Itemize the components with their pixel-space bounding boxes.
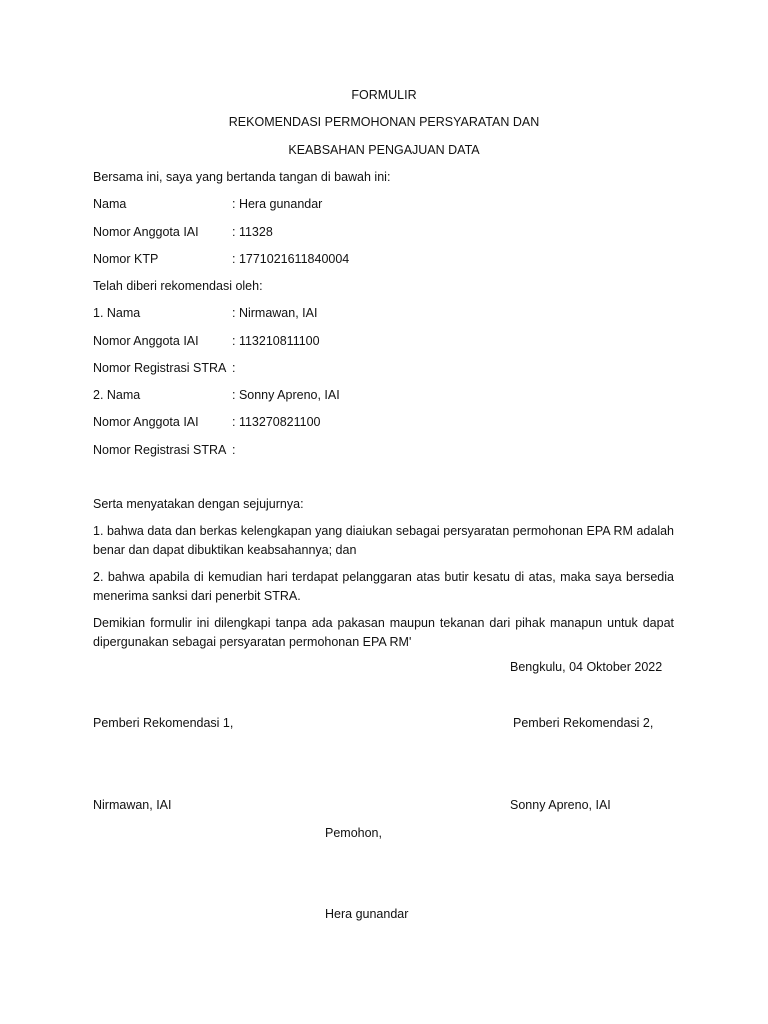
- recommender2-signature-name: Sonny Apreno, IAI: [510, 798, 611, 812]
- applicant-ktp-label: Nomor KTP: [93, 252, 159, 266]
- recommender1-name-value: : Nirmawan, IAI: [232, 306, 318, 320]
- recommender2-stra-value: :: [232, 443, 236, 457]
- applicant-signature-title: Pemohon,: [325, 826, 382, 840]
- recommender1-stra-label: Nomor Registrasi STRA: [93, 361, 227, 375]
- recommender2-signature-title: Pemberi Rekomendasi 2,: [513, 716, 654, 730]
- recommender2-member-value: : 113270821100: [232, 415, 321, 429]
- recommender1-member-label: Nomor Anggota IAI: [93, 334, 199, 348]
- applicant-name-label: Nama: [93, 197, 127, 211]
- place-date: Bengkulu, 04 Oktober 2022: [510, 660, 663, 674]
- applicant-name-value: : Hera gunandar: [232, 197, 323, 211]
- form-subtitle-line1: REKOMENDASI PERMOHONAN PERSYARATAN DAN: [228, 115, 540, 129]
- intro-text: Bersama ini, saya yang bertanda tangan di bawah ini:: [93, 170, 391, 184]
- recommender1-name-label: 1. Nama: [93, 306, 141, 320]
- applicant-member-value: : 11328: [232, 225, 273, 239]
- recommender1-stra-value: :: [232, 361, 236, 375]
- recommender1-signature-title: Pemberi Rekomendasi 1,: [93, 716, 234, 730]
- recommender2-name-value: : Sonny Apreno, IAI: [232, 388, 340, 402]
- applicant-ktp-value: : 1771021611840004: [232, 252, 350, 266]
- form-title: FORMULIR: [351, 88, 417, 102]
- applicant-member-label: Nomor Anggota IAI: [93, 225, 199, 239]
- applicant-signature-name: Hera gunandar: [325, 907, 409, 921]
- declaration-intro: Serta menyatakan dengan sejujurnya:: [93, 497, 304, 511]
- recommender2-member-label: Nomor Anggota IAI: [93, 415, 199, 429]
- recommender2-stra-label: Nomor Registrasi STRA: [93, 443, 227, 457]
- recommender2-name-label: 2. Nama: [93, 388, 141, 402]
- closing-paragraph: Demikian formulir ini dilengkapi tanpa ada pakasan maupun tekanan dari pihak manapun untuk dapat dipergunakan sebagai persyaratan permohonan EPA RM': [93, 616, 674, 649]
- recommender1-member-value: : 113210811100: [232, 334, 320, 348]
- recommender1-signature-name: Nirmawan, IAI: [93, 798, 172, 812]
- recommended-by-text: Telah diberi rekomendasi oleh:: [93, 279, 263, 293]
- form-subtitle-line2: KEABSAHAN PENGAJUAN DATA: [288, 143, 480, 157]
- statement-1: 1. bahwa data dan berkas kelengkapan yang diaiukan sebagai persyaratan permohonan EPA RM adalah benar dan dapat dibuktikan keabsahannya; dan: [93, 524, 674, 557]
- statement-2: 2. bahwa apabila di kemudian hari terdapat pelanggaran atas butir kesatu di atas, maka saya bersedia menerima sanksi dari penerbit STRA.: [93, 570, 674, 603]
